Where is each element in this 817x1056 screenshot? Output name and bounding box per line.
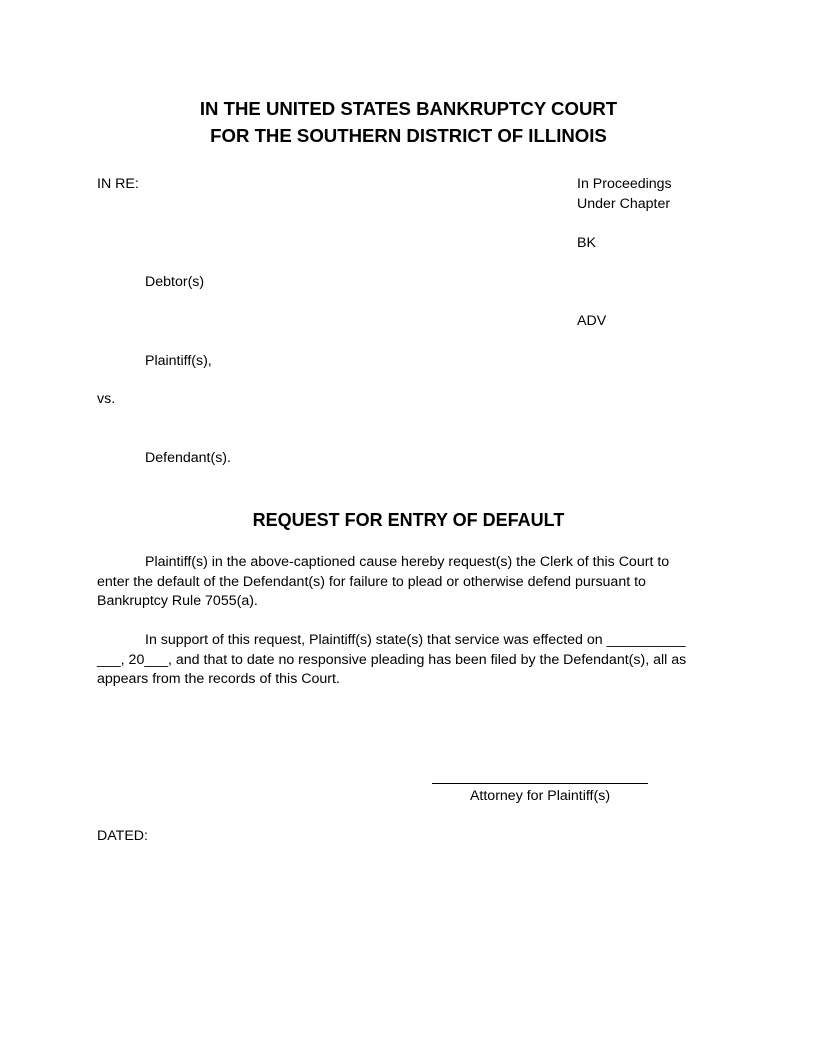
body-paragraph-2-text: In support of this request, Plaintiff(s) state(s) that service was effected on __________ ___, 20___, and that to date no responsive pleading has been filed by the Defendant(s), all as appears from the records of this Court. [97, 632, 687, 688]
body-paragraph-2 [97, 631, 697, 690]
defendant-label: Defendant(s). [145, 450, 231, 466]
plaintiff-label: Plaintiff(s), [145, 353, 212, 369]
dated-label: DATED: [97, 828, 148, 844]
body-paragraph-1-text: Plaintiff(s) in the above-captioned cause hereby request(s) the Clerk of this Court to enter the default of the Defendant(s) for failure to plead or otherwise defend pursuant to Bankruptcy Rule 7055(a). [97, 554, 670, 610]
in-re-label: IN RE: [97, 176, 139, 192]
proceedings-line-2: Under Chapter [577, 196, 671, 212]
body-paragraph-1 [97, 553, 697, 612]
court-name-line-1: IN THE UNITED STATES BANKRUPTCY COURT [199, 98, 618, 119]
debtor-label: Debtor(s) [145, 274, 205, 290]
adv-case-label: ADV [577, 313, 607, 329]
document-title: REQUEST FOR ENTRY OF DEFAULT [252, 510, 565, 530]
signature-label: Attorney for Plaintiff(s) [469, 788, 611, 804]
proceedings-line-1: In Proceedings [577, 176, 672, 192]
bk-case-label: BK [577, 235, 596, 251]
vs-label: vs. [97, 391, 116, 407]
signature-line [432, 783, 648, 784]
court-name-line-2: FOR THE SOUTHERN DISTRICT OF ILLINOIS [210, 125, 607, 146]
